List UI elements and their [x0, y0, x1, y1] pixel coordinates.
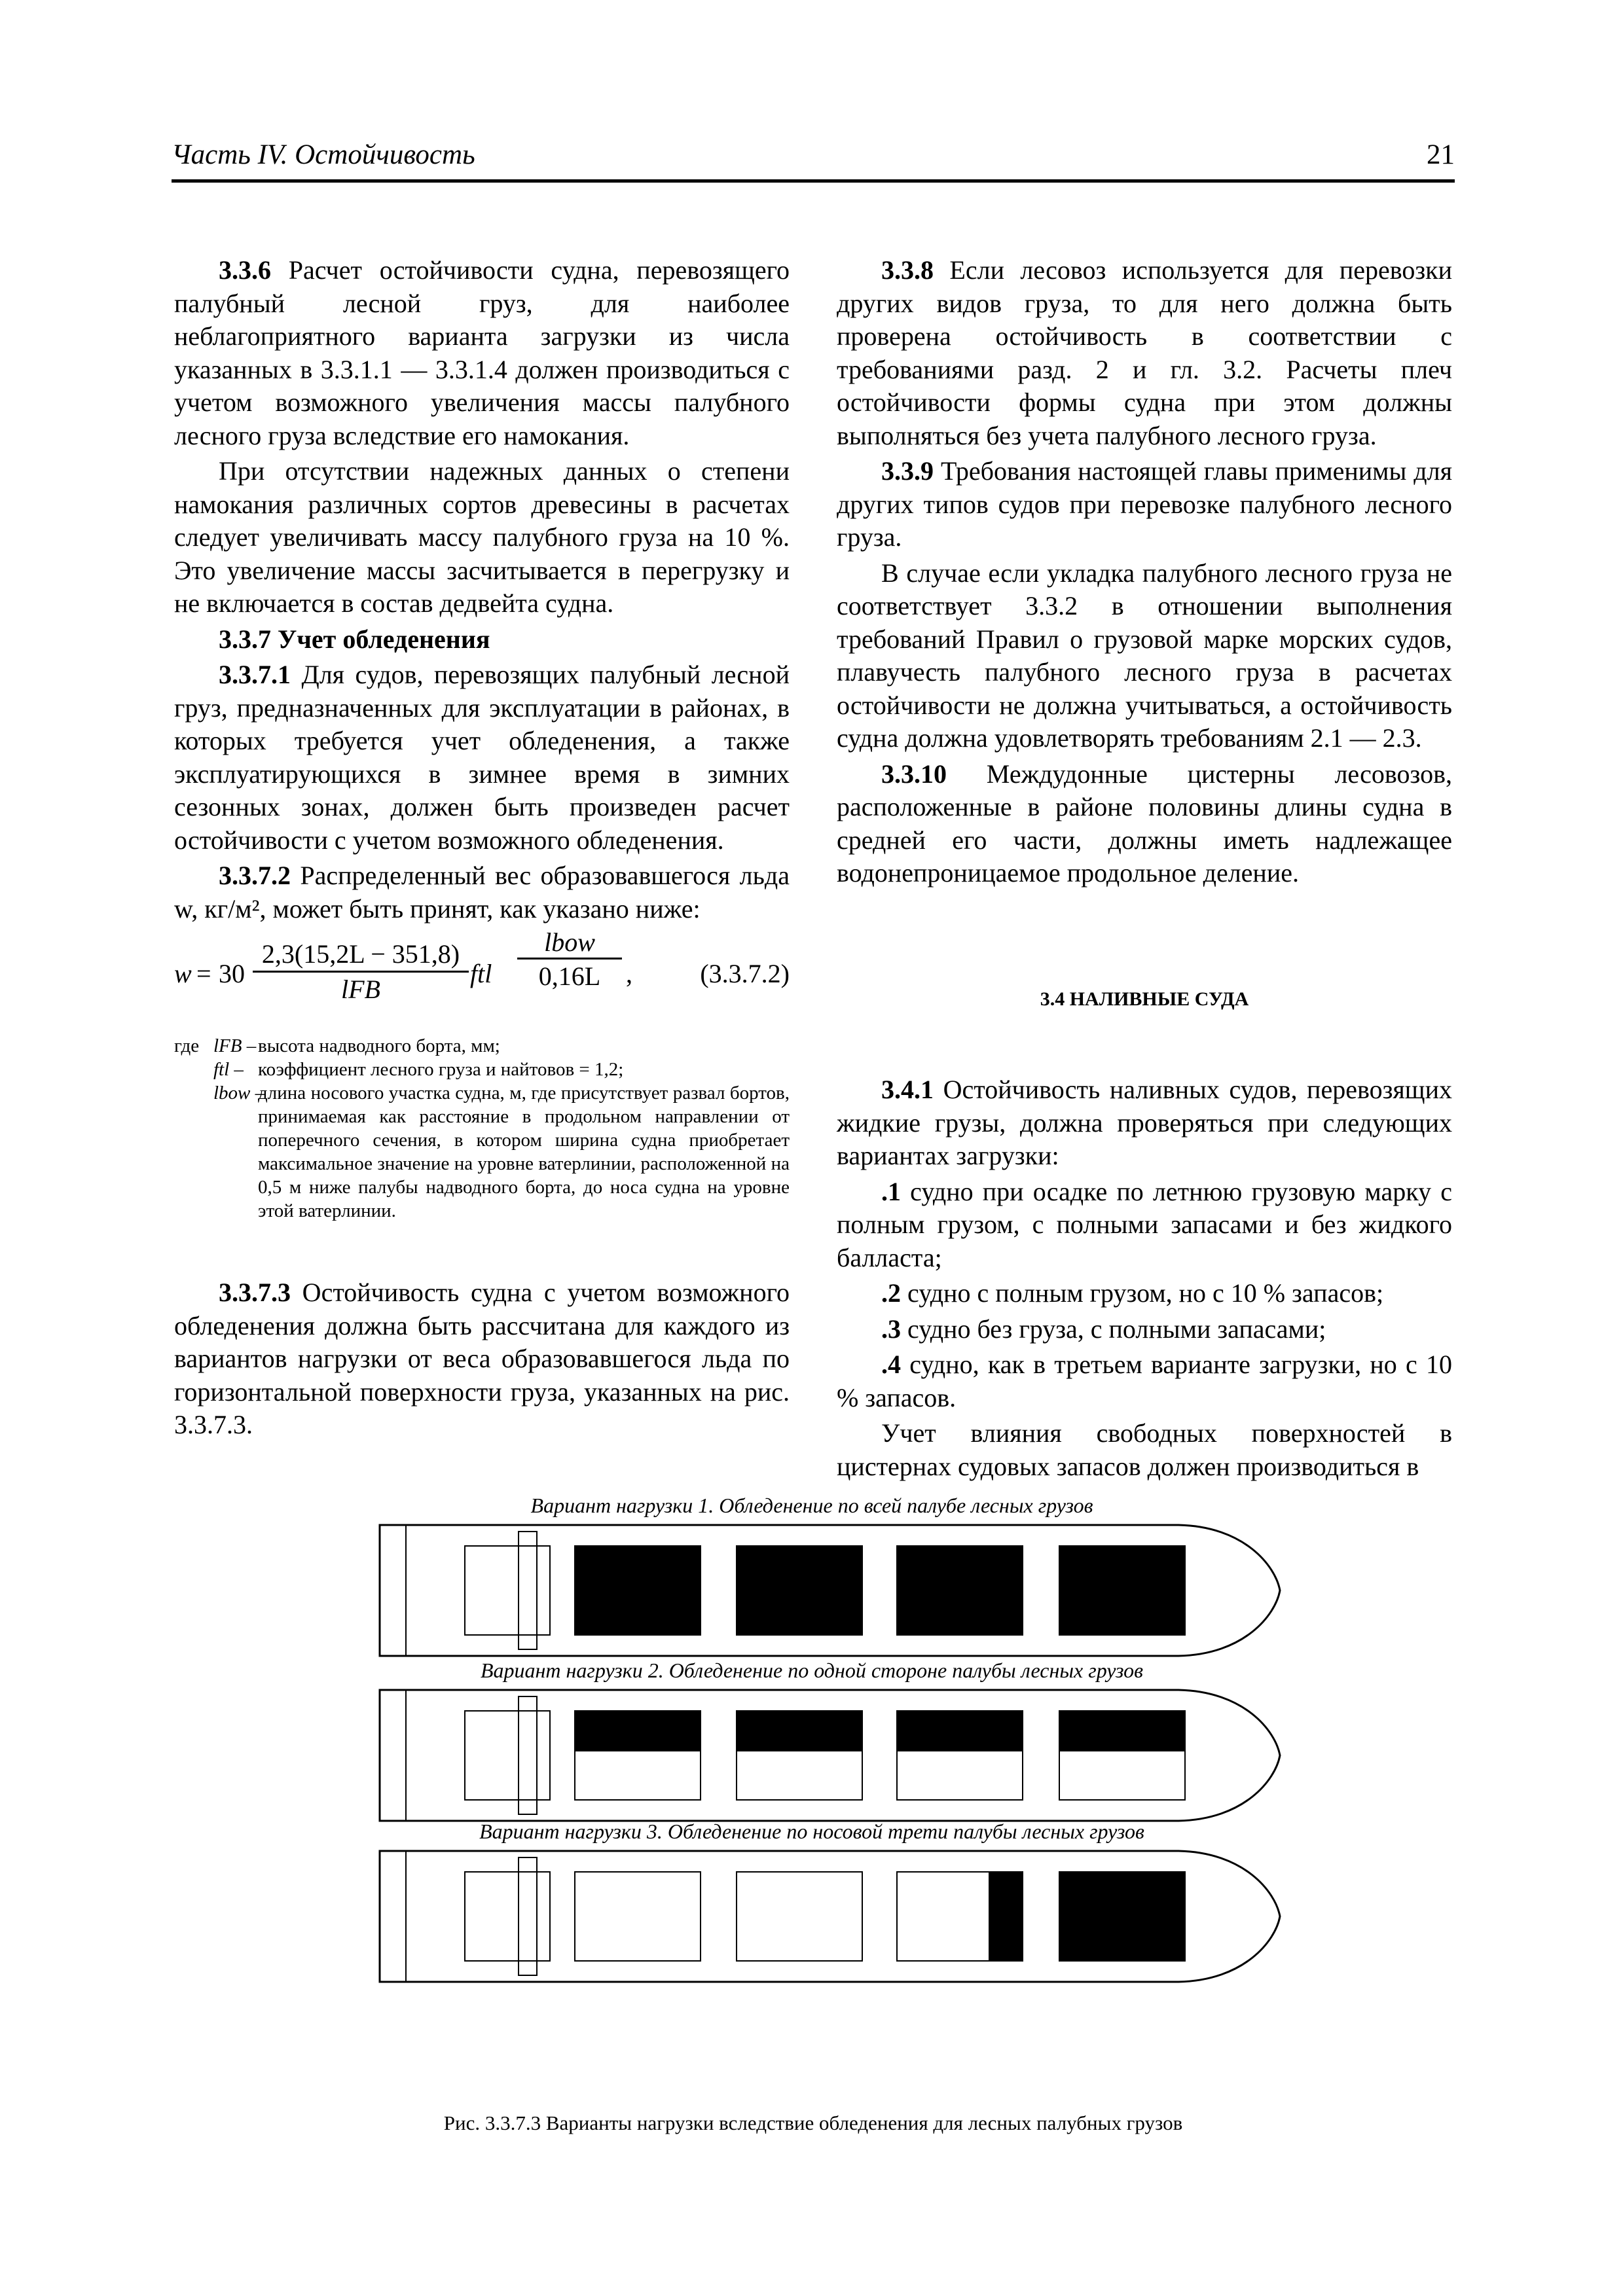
iced-half: [737, 1711, 862, 1751]
iced-hold: [1059, 1546, 1185, 1635]
variant-3-title: Вариант нагрузки 3. Обледенение по носовой трети палубы лесных грузов: [479, 1820, 1144, 1843]
clause-number: 3.3.6: [219, 255, 271, 285]
ship-diagram-variant-2: [373, 1685, 1283, 1826]
legend-text: коэффициент лесного груза и найтовов = 1,2;: [258, 1059, 624, 1080]
list-item-3: [837, 1313, 1452, 1346]
para-3-3-7-3: [174, 1276, 790, 1442]
iced-half: [575, 1711, 701, 1751]
legend-symbol: lbow –: [213, 1083, 265, 1103]
right-column-bottom: [837, 1073, 1452, 1486]
formula-number: (3.3.7.2): [700, 959, 790, 988]
legend-prefix: где: [174, 1035, 200, 1056]
clause-number: 3.3.7.3: [219, 1278, 291, 1307]
variant-2-title: Вариант нагрузки 2. Обледенение по одной стороне палубы лесных грузов: [480, 1659, 1143, 1682]
para-3-3-7-2: [174, 859, 790, 925]
ship-diagram-variant-1: [373, 1520, 1283, 1661]
para-3-3-6-b: При отсутствии надежных данных о степени намокания различных сортов древесины в расчетах следует увеличивать массу палубного груза на 10 %. Это увеличение массы засчитывается в перегрузку и не включается в состав дедвейта судна.: [174, 456, 790, 618]
formula-equals: =: [196, 959, 211, 988]
legend-item: [174, 1034, 790, 1058]
iced-hold: [1059, 1872, 1185, 1961]
iced-half: [1059, 1711, 1185, 1751]
deckhouse: [519, 1857, 537, 1975]
formula-coef: 30: [219, 959, 245, 988]
iced-hold: [737, 1546, 862, 1635]
variant-1-title: Вариант нагрузки 1. Обледенение по всей палубе лесных грузов: [530, 1494, 1093, 1517]
deckhouse: [519, 1532, 537, 1649]
para-free-surface: Учет влияния свободных поверхностей в цистернах судовых запасов должен производиться в: [837, 1418, 1452, 1481]
para-text: Распределенный вес образовавшегося льда w, кг/м², может быть принят, как указано ниже:: [174, 861, 790, 924]
iced-hold: [897, 1546, 1023, 1635]
para-text: Остойчивость судна с учетом возможного обледенения должна быть рассчитана для каждого из вариантов нагрузки от веса образовавшегося льда по горизонтальной поверхности груза, указанных на рис. 3.3.7.3.: [174, 1278, 790, 1439]
clause-number: 3.3.8: [881, 255, 934, 285]
clause-number: 3.3.9: [881, 456, 934, 486]
heading-3-3-7: 3.3.7 Учет обледенения: [219, 624, 490, 654]
para-3-3-10: [837, 758, 1452, 890]
clause-number: 3.3.10: [881, 759, 947, 789]
iced-strip: [989, 1872, 1023, 1961]
running-title: Часть IV. Остойчивость: [172, 139, 475, 170]
item-text: судно без груза, с полными запасами;: [901, 1314, 1326, 1344]
formula-numerator-1: 2,3(15,2L − 351,8): [253, 939, 469, 973]
legend-text: длина носового участка судна, м, где присутствует развал бортов, принимаемая как расстояние в продольном направлении от поперечного сечения, в котором ширина судна приобретает максимальное значение на уровне ватерлинии, расположенной на 0,5 м ниже палубы надводного борта, до носа судна на уровне этой ватерлинии.: [258, 1083, 790, 1221]
iced-half: [897, 1711, 1023, 1751]
para-3-3-9-b: В случае если укладка палубного лесного груза не соответствует 3.3.2 в отношении выполнения требований Правил о грузовой марке морских судов, плавучесть палубного лесного груза в расчетах остойчивости не должна учитываться, а остойчивость судна должна удовлетворять требованиям 2.1 — 2.3.: [837, 558, 1452, 753]
left-column-bottom: [174, 1276, 790, 1442]
page-header: [172, 139, 1455, 183]
formula-ftl: ftl: [470, 959, 492, 988]
formula-denominator-1: lFB: [341, 975, 380, 1004]
formula-comma: ,: [626, 959, 632, 988]
list-item-2: [837, 1277, 1452, 1310]
formula-fraction-2: [517, 927, 622, 992]
para-3-3-8: [837, 254, 1452, 452]
item-number: .1: [881, 1176, 901, 1206]
item-number: .2: [881, 1278, 901, 1308]
para-text: Остойчивость наливных судов, перевозящих жидкие грузы, должна проверяться при следующих вариантах загрузки:: [837, 1075, 1452, 1170]
list-item-1: [837, 1175, 1452, 1275]
para-text: Если лесовоз используется для перевозки других видов груза, то для него должна быть проверена остойчивость в соответствии с требованиями разд. 2 и гл. 3.2. Расчеты плеч остойчивости формы судна при этом должны выполняться без учета палубного лесного груза.: [837, 255, 1452, 450]
legend-symbol: lFB –: [213, 1035, 257, 1056]
para-3-4-1: [837, 1073, 1452, 1173]
formula-denominator-2: 0,16L: [538, 961, 601, 991]
right-column: [837, 254, 1452, 893]
hold-outline: [575, 1872, 701, 1961]
clause-number: 3.3.7.2: [219, 861, 291, 890]
para-3-3-7-1: [174, 658, 790, 857]
para-text: Расчет остойчивости судна, перевозящего палубный лесной груз, для наиболее неблагоприятного варианта загрузки из числа указанных в 3.3.1.1 — 3.3.1.4 должен производиться с учетом возможного увеличения массы палубного лесного груза вследствие его намокания.: [174, 255, 790, 450]
figure-caption: Рис. 3.3.7.3 Варианты нагрузки вследствие обледенения для лесных палубных грузов: [443, 2111, 1183, 2134]
formula-legend: [174, 1034, 790, 1223]
hold-outline: [737, 1872, 862, 1961]
clause-number: 3.4.1: [881, 1075, 934, 1104]
item-text: судно с полным грузом, но с 10 % запасов;: [901, 1278, 1384, 1308]
para-text: Междудонные цистерны лесовозов, расположенные в районе половины длины судна в средней его части, должны иметь надлежащее водонепроницаемое продольное деление.: [837, 759, 1452, 888]
left-column: [174, 254, 790, 928]
legend-symbol: ftl –: [213, 1059, 244, 1080]
legend-item: [174, 1058, 790, 1081]
list-item-4: [837, 1348, 1452, 1414]
formula-w: w: [174, 959, 192, 988]
page-number: 21: [1427, 139, 1455, 170]
formula-numerator-2: lbow: [517, 927, 622, 960]
deckhouse: [519, 1696, 537, 1814]
iced-hold: [575, 1546, 701, 1635]
item-text: судно при осадке по летнюю грузовую марку с полным грузом, с полными запасами и без жидкого балласта;: [837, 1176, 1452, 1272]
clause-number: 3.3.7.1: [219, 660, 291, 689]
legend-item: [174, 1081, 790, 1223]
formula-3-3-7-2: [174, 924, 790, 1022]
section-title-3-4: 3.4 НАЛИВНЫЕ СУДА: [1040, 988, 1249, 1010]
para-3-3-9: [837, 455, 1452, 554]
item-text: судно, как в третьем варианте загрузки, но с 10 % запасов.: [837, 1350, 1452, 1412]
legend-text: высота надводного борта, мм;: [258, 1035, 500, 1056]
formula-fraction-1: [253, 939, 469, 1005]
para-3-3-6: [174, 254, 790, 452]
item-number: .3: [881, 1314, 901, 1344]
hull-outline: [380, 1690, 1280, 1821]
para-text: Требования настоящей главы применимы для других типов судов при перевозке палубного лесного груза.: [837, 456, 1452, 552]
item-number: .4: [881, 1350, 901, 1379]
para-text: Для судов, перевозящих палубный лесной груз, предназначенных для эксплуатации в районах, в которых требуется учет обледенения, а также эксплуатирующихся в зимнее время в зимних сезонных зонах, должен быть произведен расчет остойчивости с учетом возможного обледенения.: [174, 660, 790, 855]
ship-diagram-variant-3: [373, 1846, 1283, 1987]
